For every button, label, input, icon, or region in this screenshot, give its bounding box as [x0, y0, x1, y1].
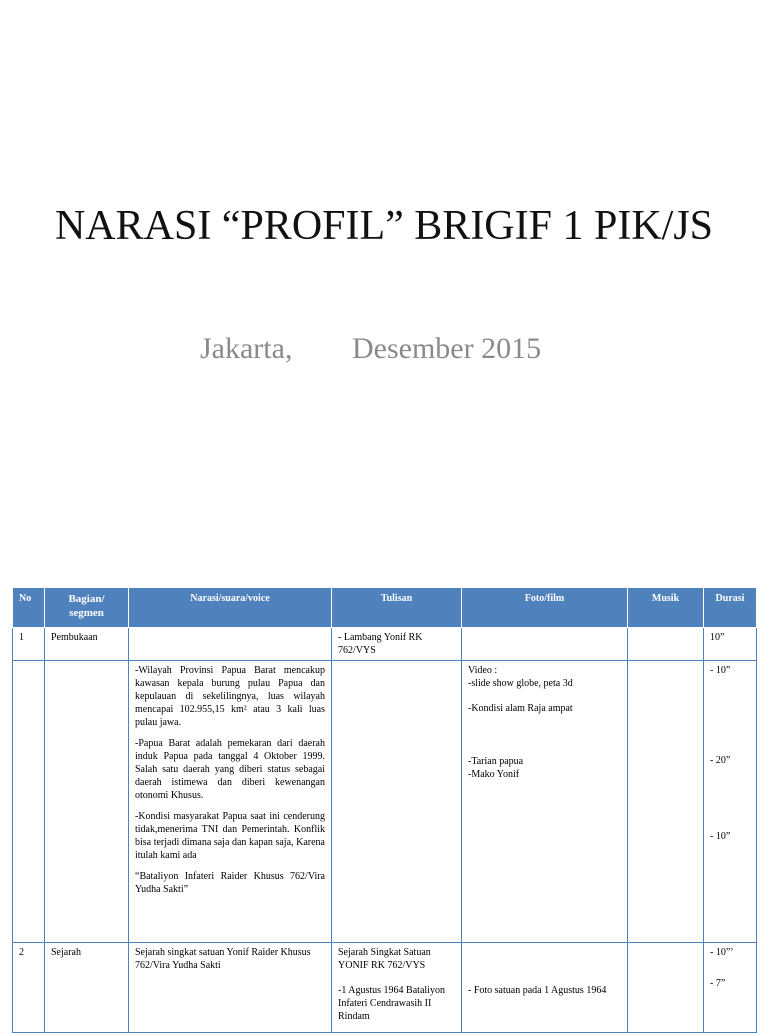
foto-video-label: Video :	[468, 665, 498, 676]
durasi-item: - 20”	[710, 755, 731, 766]
cell-bagian: Sejarah	[45, 943, 129, 1033]
foto-slide-item: -slide show globe, peta 3d	[468, 678, 573, 689]
cell-narasi	[129, 661, 332, 943]
header-tulisan: Tulisan	[332, 588, 462, 628]
cell-bagian: Pembukaan	[45, 628, 129, 661]
cell-no: 2	[13, 943, 45, 1033]
document-subtitle	[0, 332, 768, 372]
cell-durasi: 10”	[704, 628, 757, 661]
cell-foto	[462, 628, 628, 661]
durasi-item: - 7”	[710, 978, 726, 989]
cell-durasi	[704, 661, 757, 943]
header-bagian-label: Bagian/ segmen	[68, 593, 105, 619]
cell-bagian	[45, 661, 129, 943]
header-durasi: Durasi	[704, 588, 757, 628]
cell-musik	[628, 661, 704, 943]
tulisan-item: Sejarah Singkat Satuan YONIF RK 762/VYS	[338, 947, 431, 971]
cell-durasi	[704, 943, 757, 1033]
spacer	[710, 767, 750, 830]
cell-tulisan	[332, 943, 462, 1033]
narration-table	[12, 587, 757, 1033]
foto-tarian-item: -Tarian papua	[468, 756, 524, 767]
durasi-item: - 10”’	[710, 947, 734, 958]
narasi-paragraph: -Wilayah Provinsi Papua Barat mencakup kawasan kepala burung pulau Papua dan kepulauan di sekelilingnya, luas wilayah mencapai 102.955,15 km² atau 3 kali luas pulau jawa.	[135, 665, 325, 728]
cell-narasi	[129, 628, 332, 661]
durasi-item: - 10”	[710, 831, 731, 842]
spacer	[468, 715, 621, 755]
cell-no	[13, 661, 45, 943]
foto-item: - Foto satuan pada 1 Agustus 1964	[468, 985, 607, 996]
subtitle-city: Jakarta,	[200, 332, 293, 365]
table-row	[13, 661, 757, 943]
header-bagian	[45, 588, 129, 628]
spacer	[468, 690, 621, 702]
cell-musik	[628, 628, 704, 661]
cell-narasi: Sejarah singkat satuan Yonif Raider Khusus 762/Vira Yudha Sakti	[129, 943, 332, 1033]
header-no: No	[13, 588, 45, 628]
table-row	[13, 628, 757, 661]
cell-musik	[628, 943, 704, 1033]
narasi-paragraph: “Bataliyon Infateri Raider Khusus 762/Vira Yudha Sakti”	[135, 871, 325, 895]
durasi-item: - 10”	[710, 665, 731, 676]
narasi-paragraph: -Kondisi masyarakat Papua saat ini cenderung tidak,menerima TNI dan Pemerintah. Konflik bisa terjadi dimana saja dan kapan saja, Karena itulah kami ada	[135, 811, 325, 861]
header-foto: Foto/film	[462, 588, 628, 628]
narasi-paragraph: -Papua Barat adalah pemekaran dari daerah induk Papua pada tanggal 4 Oktober 1999. Salah satu daerah yang diberi status sebagai daerah istimewa dan diberi kewenangan otonomi Khusus.	[135, 738, 325, 801]
header-musik: Musik	[628, 588, 704, 628]
header-narasi: Narasi/suara/voice	[129, 588, 332, 628]
spacer	[710, 959, 750, 977]
tulisan-item: -1 Agustus 1964 Bataliyon Infateri Cendrawasih II Rindam	[338, 985, 445, 1022]
spacer	[468, 946, 621, 984]
cell-tulisan	[332, 661, 462, 943]
table-row	[13, 943, 757, 1033]
table-header-row	[13, 588, 757, 628]
spacer	[338, 972, 455, 984]
foto-mako-item: -Mako Yonif	[468, 769, 520, 780]
cell-no: 1	[13, 628, 45, 661]
spacer	[710, 677, 750, 754]
cell-foto	[462, 661, 628, 943]
subtitle-date: Desember 2015	[352, 332, 542, 365]
cell-foto	[462, 943, 628, 1033]
cell-tulisan: - Lambang Yonif RK 762/VYS	[332, 628, 462, 661]
document-title: NARASI “PROFIL” BRIGIF 1 PIK/JS	[54, 203, 714, 249]
foto-alam-item: -Kondisi alam Raja ampat	[468, 703, 573, 714]
